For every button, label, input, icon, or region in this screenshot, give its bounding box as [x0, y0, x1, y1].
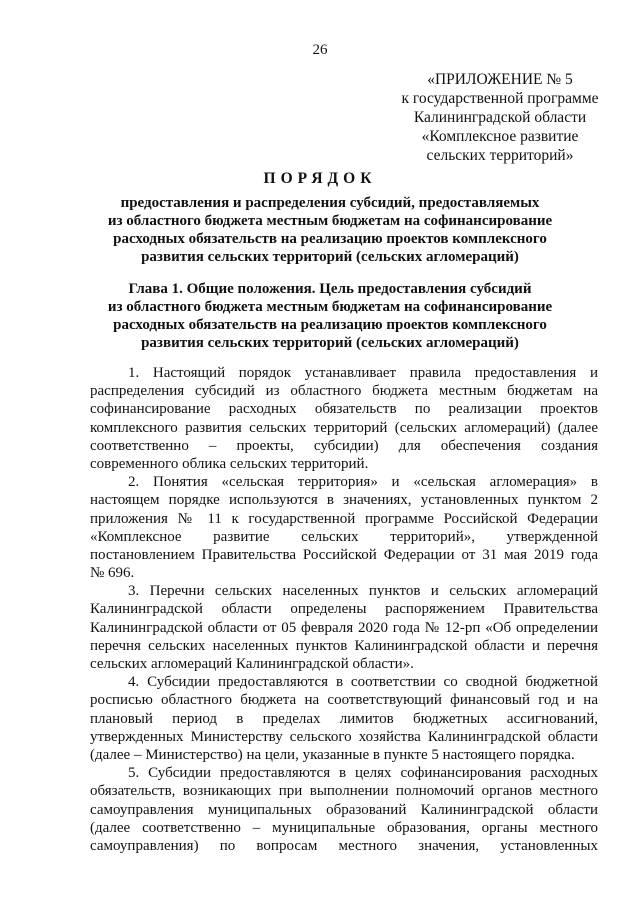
text-line: комплексного развития сельских территорий (сельских агломераций) (далее: [90, 419, 598, 436]
text-line: приложения № 11 к государственной программе Российской Федерации: [90, 510, 598, 527]
subtitle-line: из областного бюджета местным бюджетам на софинансирование: [107, 213, 553, 229]
text-line: соответственно – проекты, субсидии) для обеспечения создания: [90, 437, 598, 454]
text-line: 4. Субсидии предоставляются в соответствии со сводной бюджетной: [128, 674, 598, 691]
paragraph-3: [90, 582, 598, 673]
document-title: ПОРЯДОК: [263, 170, 377, 187]
text-line: (далее соответственно – муниципальные образования, органы местного: [90, 819, 598, 836]
chapter-line: Глава 1. Общие положения. Цель предоставления субсидий: [128, 281, 532, 297]
paragraph-4: [90, 673, 598, 764]
text-line: 2. Понятия «сельская территория» и «сельская агломерация» в: [128, 474, 598, 491]
body-text: [90, 364, 598, 855]
text-line: постановлением Правительства Российской Федерации от 31 мая 2019 года: [90, 546, 598, 563]
appendix-line: сельских территорий»: [426, 147, 574, 164]
text-line: (далее – Министерство) на цели, указанные в пункте 5 настоящего порядка.: [90, 746, 575, 763]
chapter-line: из областного бюджета местным бюджетам на софинансирование: [107, 299, 553, 315]
paragraph-1: [90, 364, 598, 473]
text-line: № 696.: [90, 565, 135, 582]
text-line: современного облика сельских территорий.: [90, 455, 369, 472]
text-line: самоуправления муниципальных образований Калининградской области: [90, 801, 598, 818]
text-line: утвержденных Министерству сельского хозяйства Калининградской области: [90, 728, 598, 745]
appendix-header: [380, 70, 620, 165]
appendix-line: «ПРИЛОЖЕНИЕ № 5: [427, 71, 573, 88]
text-line: софинансирование расходных обязательств по реализации проектов: [90, 401, 598, 418]
subtitle-line: предоставления и распределения субсидий, предоставляемых: [120, 195, 540, 211]
subtitle-line: развития сельских территорий (сельских агломераций): [141, 249, 519, 265]
text-line: плановый период в пределах лимитов бюджетных ассигнований,: [90, 710, 598, 727]
paragraph-2: [90, 473, 598, 582]
text-line: 5. Субсидии предоставляются в целях софинансирования расходных: [128, 765, 598, 782]
chapter-line: расходных обязательств на реализацию проектов комплексного: [113, 317, 547, 333]
appendix-line: к государственной программе: [401, 90, 599, 107]
text-line: 3. Перечни сельских населенных пунктов и сельских агломераций: [128, 583, 598, 600]
text-line: Калининградской области от 05 февраля 2020 года № 12-рп «Об определении: [90, 619, 598, 636]
appendix-line: Калининградской области: [413, 109, 587, 126]
text-line: 1. Настоящий порядок устанавливает правила предоставления и: [128, 365, 598, 381]
chapter-heading: [90, 280, 570, 352]
text-line: обязательств, возникающих при выполнении полномочий органов местного: [90, 783, 598, 800]
text-line: росписью областного бюджета на соответствующий финансовый год и на: [90, 692, 598, 709]
text-line: перечня сельских населенных пунктов Калининградской области и перечня: [90, 637, 598, 654]
appendix-line: «Комплексное развитие: [421, 128, 579, 145]
chapter-line: развития сельских территорий (сельских агломераций): [141, 335, 519, 351]
text-line: «Комплексное развитие сельских территорий», утвержденной: [90, 528, 598, 545]
document-subtitle: [90, 194, 570, 266]
subtitle-line: расходных обязательств на реализацию проектов комплексного: [113, 231, 547, 247]
text-line: распределения субсидий из областного бюджета местным бюджетам на: [90, 383, 598, 400]
paragraph-5: [90, 764, 598, 855]
page-number: 26: [312, 42, 328, 58]
text-line: настоящем порядке используются в значениях, установленных пунктом 2: [90, 492, 598, 509]
text-line: Калининградской области определены распоряжением Правительства: [90, 601, 598, 618]
text-line: сельских агломераций Калининградской области».: [90, 656, 414, 672]
text-line: самоуправления) по вопросам местного значения, установленных: [90, 837, 598, 854]
